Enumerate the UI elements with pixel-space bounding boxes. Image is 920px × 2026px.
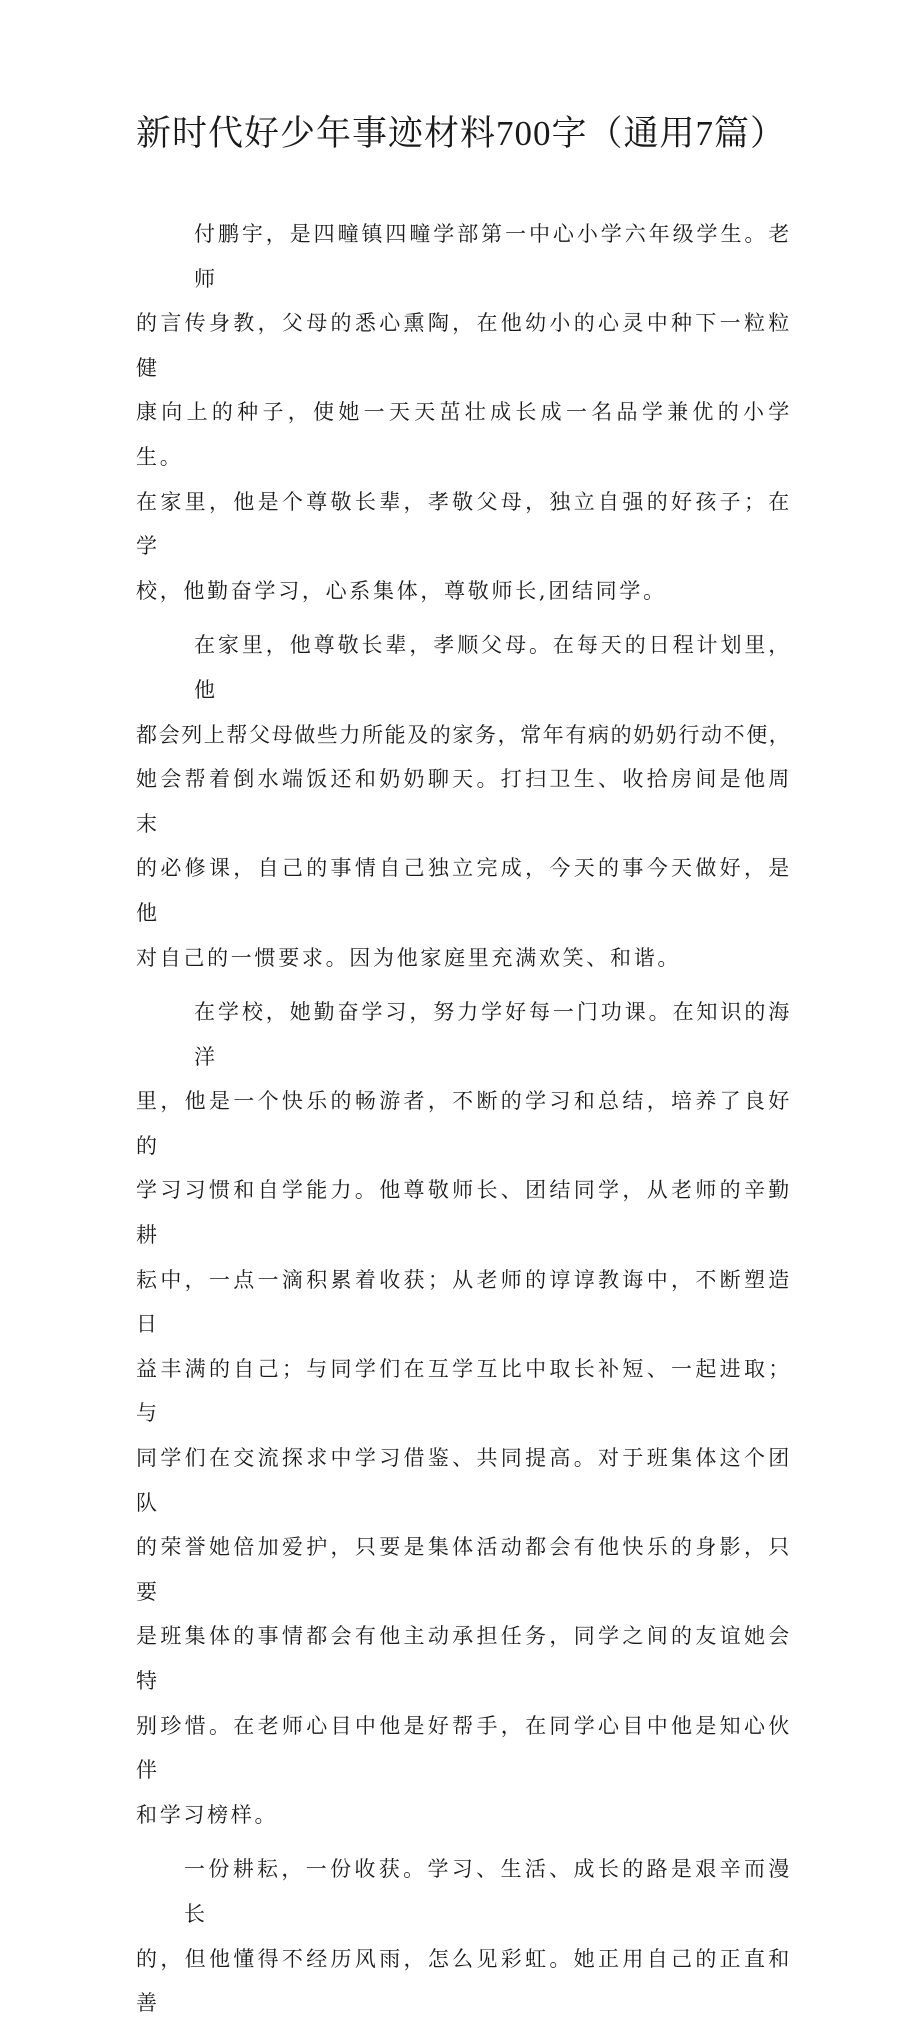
paragraph-line: 的，但他懂得不经历风雨，怎么见彩虹。她正用自己的正直和善 [136,1946,792,2016]
document-title: 新时代好少年事迹材料700字（通用7篇） [136,114,787,153]
paragraph-2 [136,623,792,980]
paragraph-line: 的言传身教，父母的悉心熏陶，在他幼小的心灵中种下一粒粒健 [136,311,792,380]
paragraph-line: 是班集体的事情都会有他主动承担任务，同学之间的友谊她会特 [136,1624,792,1693]
paragraph-line: 学习习惯和自学能力。他尊敬师长、团结同学，从老师的辛勤耕 [136,1178,792,1248]
paragraph-4 [136,1847,792,2025]
document-body [136,212,792,2026]
paragraph-line: 同学们在交流探求中学习借鉴、共同提高。对于班集体这个团队 [136,1446,792,1515]
paragraph-line: 和学习榜样。 [136,1802,279,1827]
paragraph-line: 益丰满的自己；与同学们在互学互比中取长补短、一起进取；与 [136,1356,792,1426]
paragraph-line: 的荣誉她倍加爱护，只要是集体活动都会有他快乐的身影，只要 [136,1535,792,1604]
paragraph-line: 在家里，他尊敬长辈，孝顺父母。在每天的日程计划里，他 [194,633,792,702]
paragraph-line: 在家里，他是个尊敬长辈，孝敬父母，独立自强的好孩子；在学 [136,489,792,559]
paragraph-line: 一份耕耘，一份收获。学习、生活、成长的路是艰辛而漫长 [184,1857,792,1926]
paragraph-line: 在学校，她勤奋学习，努力学好每一门功课。在知识的海洋 [194,1000,792,1069]
paragraph-line: 付鹏宇，是四疃镇四疃学部第一中心小学六年级学生。老师 [194,222,792,291]
paragraph-line: 对自己的一惯要求。因为他家庭里充满欢笑、和谐。 [136,945,682,970]
paragraph-line: 的必修课，自己的事情自己独立完成，今天的事今天做好，是他 [136,856,792,925]
paragraph-3 [136,990,792,1837]
paragraph-line: 都会列上帮父母做些力所能及的家务，常年有病的奶奶行动不便， [136,722,792,747]
paragraph-line: 耘中，一点一滴积累着收获；从老师的谆谆教诲中，不断塑造日 [136,1267,792,1337]
paragraph-line: 校，他勤奋学习，心系集体，尊敬师长,团结同学。 [136,578,667,603]
paragraph-line: 别珍惜。在老师心目中他是好帮手，在同学心目中他是知心伙伴 [136,1713,792,1783]
paragraph-1 [136,212,792,613]
paragraph-line: 她会帮着倒水端饭还和奶奶聊天。打扫卫生、收拾房间是他周末 [136,767,792,836]
paragraph-line: 里，他是一个快乐的畅游者，不断的学习和总结，培养了良好的 [136,1089,792,1158]
paragraph-line: 康向上的种子，使她一天天茁壮成长成一名品学兼优的小学生。 [136,400,792,469]
